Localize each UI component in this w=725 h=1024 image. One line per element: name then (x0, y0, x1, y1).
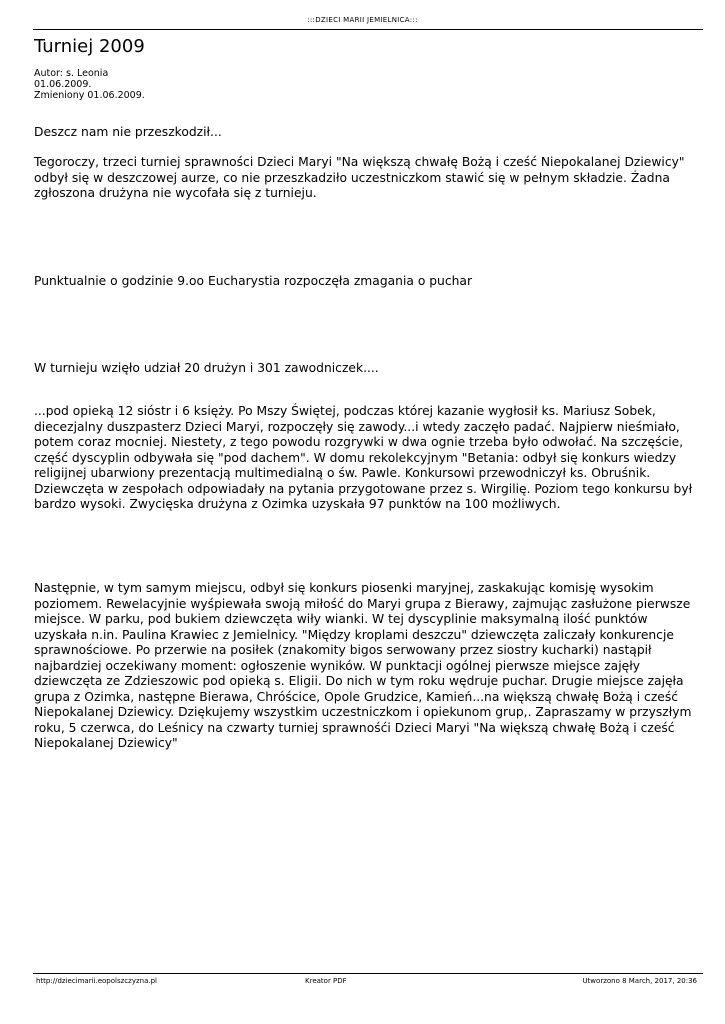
paragraph: Następnie, w tym samym miejscu, odbył się konkurs piosenki maryjnej, zaskakując komisję wysokim poziomem. Rewelacyjnie wyśpiewała swoją miłość do Maryi grupa z Bierawy, zajmując zasłużone pierwsze miejsce. W parku, pod bukiem dziewczęta wiły wianki. W tej dyscyplinie maksymalną ilość punktów uzyskała n.in. Paulina Krawiec z Jemielnicy. "Między kroplami deszczu" dziewczęta zaliczały konkurencje sprawnościowe. Po przerwie na posiłek (znakomity bigos serwowany przez siostry kucharki) nastąpił najbardziej oczekiwany moment: ogłoszenie wyników. W punktacji ogólnej pierwsze miejsce zajęły dziewczęta ze Zdzieszowic pod opieką s. Eligii. Do nich w tym roku wędruje puchar. Drugie miejsce zajęła grupa z Ozimka, następne Bierawa, Chróścice, Opole Grudzice, Kamień...na większą chwałę Bożą i cześć Niepokalanej Dziewicy. Dziękujemy wszystkim uczestniczkom i opiekunom grup,. Zapraszamy w przyszłym roku, 5 czerwca, do Leśnicy na czwarty turniej sprawnośći Dzieci Maryi "Na większą chwałę Bożą i cześć Niepokalanej Dziewicy" (34, 581, 692, 750)
footer-generator: Kreator PDF (305, 977, 347, 985)
paragraph: Tegoroczy, trzeci turniej sprawności Dzieci Maryi "Na większą chwałę Bożą i cześć Niepokalanej Dziewicy" odbył się w deszczowej aurze, co nie przeszkadziło uczestniczkom stawić się w pełnym składzie. Żadna zgłoszona drużyna nie wycofała się z turnieju. (34, 155, 685, 200)
paragraph: ...pod opieką 12 sióstr i 6 księży. Po Mszy Świętej, podczas której kazanie wygłosił ks. Mariusz Sobek, diecezjalny duszpasterz Dzieci Maryi, rozpoczęły się zawody...i wtedy zaczęło padać. Najpierw nieśmiało, potem coraz mocniej. Niestety, z tego powodu rozgrywki w dwa ognie trzeba było odwołać. Na szczęście, część dyscyplin odbywała się "pod dachem". W domu rekolekcyjnym "Betania: odbył się konkurs wiedzy religijnej ubarwiony prezentacją multimedialną o św. Pawle. Konkursowi przewodniczył ks. Obruśnik. Dziewczęta w zespołach odpowiadały na pytania przygotowane przez s. Wirgilię. Poziom tego konkursu był bardzo wysoki. Zwycięska drużyna z Ozimka uzyskała 97 punktów na 100 możliwych. (34, 404, 693, 511)
site-header: :::DZIECI MARII JEMIELNICA::: (307, 16, 418, 24)
paragraph: W turnieju wzięło udział 20 drużyn i 301 zawodniczek.... (34, 361, 379, 375)
header-divider (33, 29, 703, 30)
paragraph: Deszcz nam nie przeszkodził... (34, 125, 222, 139)
footer-created: Utworzono 8 March, 2017, 20:36 (582, 977, 697, 985)
paragraph: Punktualnie o godzinie 9.oo Eucharystia rozpoczęła zmagania o puchar (34, 274, 472, 288)
article-meta (34, 68, 145, 101)
footer-url: http://dziecimarii.eopolszczyzna.pl (36, 977, 157, 985)
author-line: Autor: s. Leonia (34, 68, 109, 79)
article-title: Turniej 2009 (34, 36, 145, 57)
modified-date: Zmieniony 01.06.2009. (34, 90, 145, 101)
publish-date: 01.06.2009. (34, 79, 92, 90)
footer-divider (33, 973, 703, 974)
